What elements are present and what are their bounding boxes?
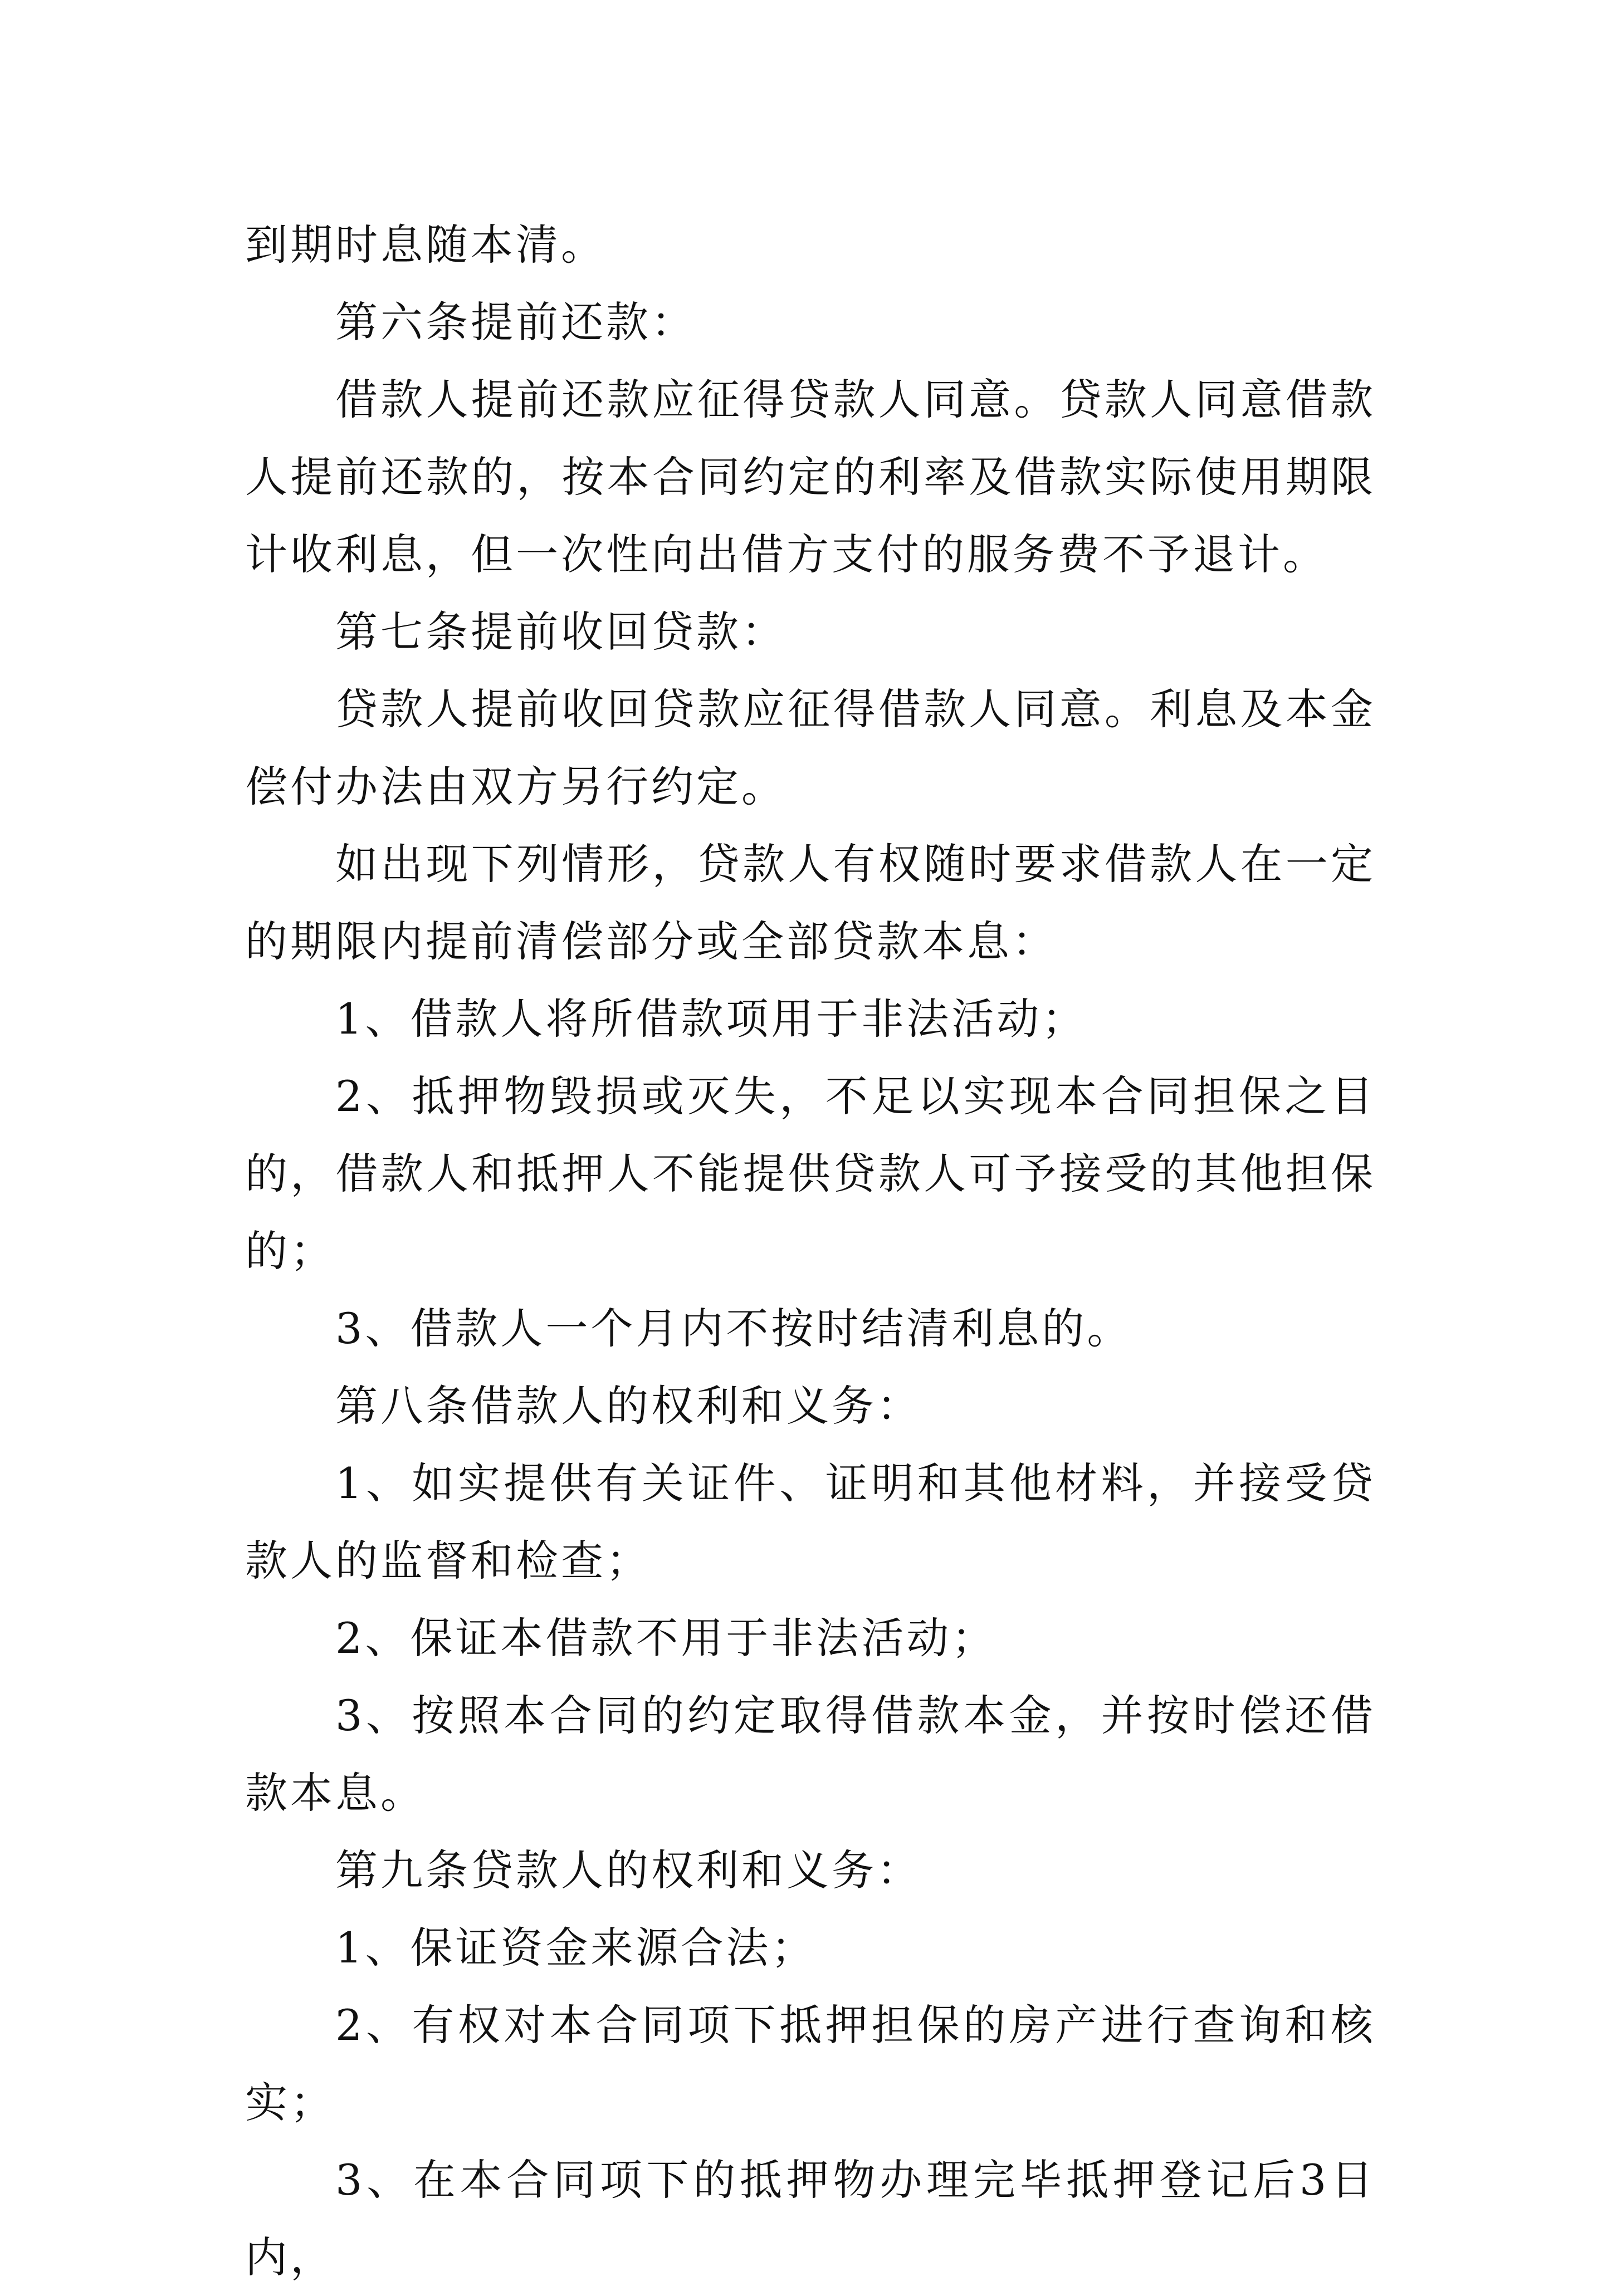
list-item-lender-3: 3、在本合同项下的抵押物办理完毕抵押登记后3日内， (245, 2155, 1376, 2282)
paragraph-repayment-continuation: 到期时息随本清。 (245, 220, 606, 270)
document-body (245, 206, 1376, 2296)
list-item-recall-1: 1、借款人将所借款项用于非法活动； (335, 994, 1087, 1044)
heading-article-9: 第九条贷款人的权利和义务： (335, 1845, 922, 1895)
list-item-recall-3: 3、借款人一个月内不按时结清利息的。 (335, 1304, 1132, 1353)
list-item-borrower-3: 3、按照本合同的约定取得借款本金，并按时偿还借款本息。 (245, 1691, 1376, 1818)
list-item-borrower-1: 1、如实提供有关证件、证明和其他材料，并接受贷款人的监督和检查； (245, 1458, 1376, 1585)
heading-article-6: 第六条提前还款： (335, 297, 696, 347)
list-item-lender-1: 1、保证资金来源合法； (335, 1923, 817, 1972)
heading-article-7: 第七条提前收回贷款： (335, 607, 787, 657)
list-item-lender-2: 2、有权对本合同项下抵押担保的房产进行查询和核实； (245, 2000, 1376, 2127)
list-item-recall-2: 2、抵押物毁损或灭失，不足以实现本合同担保之目的，借款人和抵押人不能提供贷款人可予接受的其他担保的； (245, 1071, 1376, 1276)
paragraph-recall-conditions: 如出现下列情形，贷款人有权随时要求借款人在一定的期限内提前清偿部分或全部贷款本息： (245, 839, 1376, 966)
heading-article-8: 第八条借款人的权利和义务： (335, 1381, 922, 1431)
paragraph-prepayment: 借款人提前还款应征得贷款人同意。贷款人同意借款人提前还款的，按本合同约定的利率及借款实际使用期限计收利息，但一次性向出借方支付的服务费不予退计。 (245, 375, 1376, 579)
paragraph-early-recall: 贷款人提前收回贷款应征得借款人同意。利息及本金偿付办法由双方另行约定。 (245, 684, 1376, 811)
list-item-borrower-2: 2、保证本借款不用于非法活动； (335, 1613, 997, 1663)
